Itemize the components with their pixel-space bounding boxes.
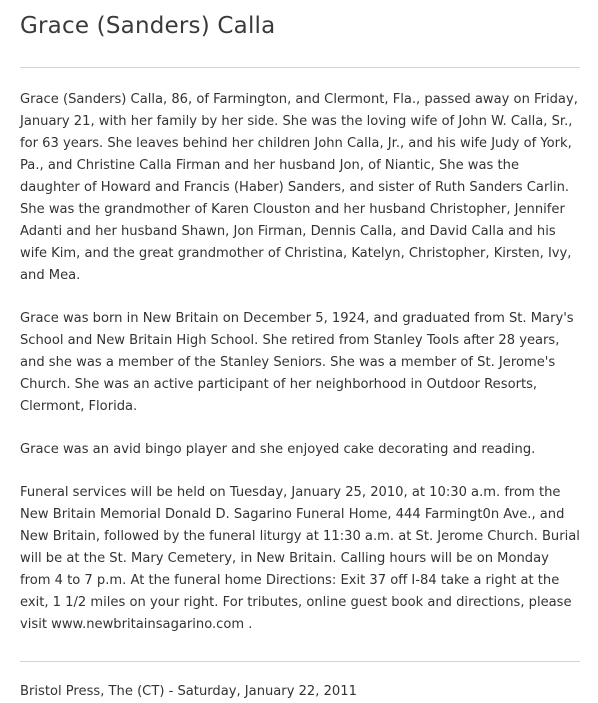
publication-source: Bristol Press, The (CT) - Saturday, January 22, 2011 (20, 684, 357, 699)
paragraph-hobbies: Grace was an avid bingo player and she enjoyed cake decorating and reading. (20, 442, 536, 457)
paragraph-family: Grace (Sanders) Calla, 86, of Farmington, and Clermont, Fla., passed away on Friday, January 21, with her family by her side. She was the loving wife of John W. Calla, Sr., for 63 years. She leaves behind her children John Calla, Jr., and his wife Judy of York, Pa., and Christine Calla Firman and her husband Jon, of Niantic, She was the daughter of Howard and Francis (Haber) Sanders, and sister of Ruth Sanders Carlin. She was the grandmother of Karen Clouston and her husband Christopher, Jennifer Adanti and her husband Shawn, Jon Firman, Dennis Calla, and David Calla and his wife Kim, and the great grandmother of Christina, Katelyn, Christopher, Kirsten, Ivy, and Mea. (20, 92, 578, 283)
paragraph-funeral-services: Funeral services will be held on Tuesday, January 25, 2010, at 10:30 a.m. from the New Britain Memorial Donald D. Sagarino Funeral Home, 444 Farmingt0n Ave., and New Britain, followed by the funeral liturgy at 11:30 a.m. at St. Jerome Church. Burial will be at the St. Mary Cemetery, in New Britain. Calling hours will be on Monday from 4 to 7 p.m. At the funeral home Directions: Exit 37 off I-84 take a right at the exit, 1 1/2 miles on your right. For tributes, online guest book and directions, please visit www.newbritainsagarino.com . (20, 485, 580, 632)
obituary-page (20, 0, 580, 703)
obituary-body (20, 68, 580, 636)
page-title: Grace (Sanders) Calla (20, 13, 276, 39)
paragraph-biography: Grace was born in New Britain on December 5, 1924, and graduated from St. Mary's School and New Britain High School. She retired from Stanley Tools after 28 years, and she was a member of the Stanley Seniors. She was a member of St. Jerome's Church. She was an active participant of her neighborhood in Outdoor Resorts, Clermont, Florida. (20, 311, 574, 414)
